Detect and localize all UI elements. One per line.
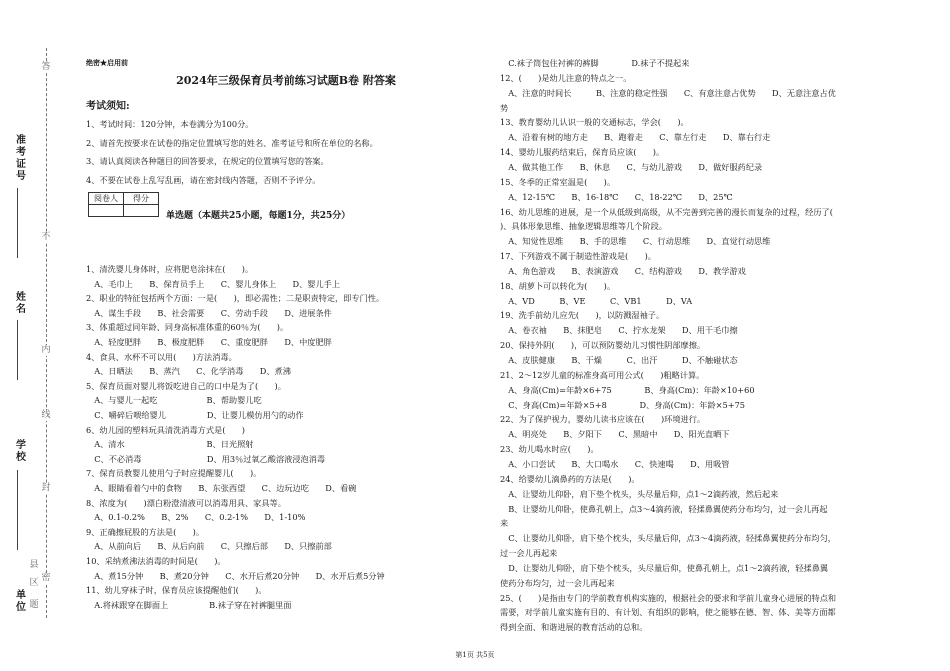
answer-option-line: A、与婴儿一起吃 B、帮助婴儿吃	[86, 395, 262, 406]
question-line: 12、( )是幼儿注意的特点之一。	[500, 72, 632, 83]
question-line: 2、职业的特征包括两个方面：一是( )，即必需性；二是职责特定，即专门性。	[86, 293, 385, 304]
cut-mark-qu: 区	[29, 578, 39, 588]
cut-mark-xian2: 县	[29, 560, 39, 570]
cut-mark-nei: 内	[41, 345, 51, 355]
secret-tag: 绝密★启用前	[86, 58, 128, 67]
unit-label: 单位	[16, 590, 26, 613]
cut-mark-xian: 线	[41, 410, 51, 420]
question-line: 过一会儿再起来	[500, 548, 558, 559]
question-line: 势	[500, 102, 509, 113]
seal-line	[46, 48, 47, 618]
answer-option-line: A、明亮处 B、夕阳下 C、黑暗中 D、阳光直晒下	[500, 429, 730, 440]
answer-option-line: A、知觉性思维 B、手的思维 C、行动思维 D、直觉行动思维	[500, 236, 771, 247]
answer-option-line: A.将袜跟穿在脚面上 B.袜子穿在衬裤腿里面	[86, 599, 292, 610]
question-line: 15、冬季的正常室温是( )。	[500, 176, 616, 187]
binding-margin	[0, 0, 72, 671]
answer-option-line: A、清水 B、日光照射	[86, 439, 254, 450]
answer-option-line: A、沿着有树的地方走 B、跑着走 C、靠左行走 D、靠右行走	[500, 132, 771, 143]
score-cell	[124, 205, 159, 217]
question-line: 9、正确擦屁股的方法是( )。	[86, 526, 205, 537]
question-line: 16、幼儿思维的进展，是一个从低级到高级，从不完善到完善的漫长而复杂的过程，经历了(	[500, 206, 850, 217]
question-line: 10、采纳煮沸法消毒的时间是( )。	[86, 556, 226, 566]
answer-option-line: A、VD B、VE C、VB1 D、VA	[500, 295, 693, 306]
section-heading: 单选题（本题共25小题，每题1分，共25分）	[166, 211, 351, 221]
question-line: 23、幼儿喝水时应( )。	[500, 444, 599, 455]
grader-cell	[89, 205, 124, 217]
answer-option-line: A、身高(Cm)=年龄×6+75 B、身高(Cm)：年龄×10+60	[500, 384, 755, 395]
score-header: 得分	[124, 193, 159, 205]
cut-mark-da: 答	[41, 62, 51, 72]
answer-option-line: A、让婴幼儿仰卧，肩下垫个枕头，头尽量后仰，点1～2滴药液，然后起来	[500, 488, 779, 499]
answer-option-line: B、让婴幼儿仰卧，使鼻孔朝上，点3～4滴药液，轻揉鼻翼使药分布均匀，过一会儿再起	[500, 503, 828, 514]
answer-option-line: A、皮肤健康 B、干燥 C、出汗 D、不触碰状态	[500, 355, 738, 365]
notice-item: 2、请首先按要求在试卷的指定位置填写您的姓名、准考证号和所在单位的名称。	[86, 138, 378, 148]
page-title: 2024年三级保育员考前练习试题B卷 附答案	[176, 74, 396, 87]
score-table	[88, 192, 159, 217]
question-line: 18、胡萝卜可以转化为( )。	[500, 280, 616, 291]
answer-option-line: A、0.1-0.2% B、2% C、0.2-1% D、1-10%	[86, 512, 306, 523]
answer-option-line: A、12-15℃ B、16-18℃ C、18-22℃ D、25℃	[500, 191, 733, 202]
question-line: 24、给婴幼儿滴鼻药的方法是( )。	[500, 473, 640, 484]
cut-mark-bu: 不	[41, 232, 51, 242]
question-line: 25、( )是指由专门的学前教育机构实施的，根据社会的要求和学前儿童身心进展的特点和	[500, 592, 837, 603]
question-line: 20、保持外阴( )，可以预防婴幼儿习惯性阴部摩擦。	[500, 340, 706, 351]
question-line: 3、体重超过同年龄、同身高标准体重的60％为( )。	[86, 322, 289, 333]
answer-option-line: A、小口尝试 B、大口喝水 C、快速喝 D、用吸管	[500, 458, 730, 469]
notice-title: 考试须知:	[86, 101, 130, 112]
school-field	[17, 470, 18, 550]
answer-option-line: C.袜子筒包住衬裤的裤脚 D.袜子不提起来	[500, 58, 690, 68]
answer-option-line: C、嚼碎后喂给婴儿 D、让婴儿模仿用勺的动作	[86, 410, 304, 420]
page-number: 第1页 共5页	[455, 651, 495, 659]
notice-item: 4、不要在试卷上乱写乱画，请在密封线内答题，否则不予评分。	[86, 175, 321, 185]
answer-option-line: C、不必消毒 D、用3％过氧乙酸溶液浸泡消毒	[86, 453, 326, 464]
question-line: 7、保育员教婴儿使用勺子时应提醒婴儿( )。	[86, 468, 262, 479]
answer-option-line: D、让婴幼儿仰卧，肩下垫个枕头，头尽量后仰，使鼻孔朝上，点1～2滴药液，轻揉鼻翼	[500, 562, 829, 573]
question-line: 得到全面、和谐进展的教育活动的总和。	[500, 622, 648, 633]
question-line: 14、婴幼儿服药结束后，保育员应该( )。	[500, 147, 665, 158]
question-line: 6、幼儿园的塑料玩具清洗消毒方式是( )	[86, 424, 245, 435]
notice-item: 3、请认真阅读各种题目的回答要求，在规定的位置填写您的答案。	[86, 156, 329, 166]
notice-item: 1、考试时间：120分钟，本卷满分为100分。	[86, 119, 254, 129]
grader-header: 阅卷人	[89, 193, 124, 205]
answer-option-line: A、日晒法 B、蒸汽 C、化学消毒 D、煮沸	[86, 366, 291, 377]
question-line: 22、为了保护视力，婴幼儿读书应该在( )环境进行。	[500, 414, 706, 425]
answer-option-line: A、注意的时间长 B、注意的稳定性强 C、有意注意占优势 D、无意注意占优	[500, 87, 836, 98]
question-line: 11、幼儿穿袜子时，保育员应该提醒他们( )。	[86, 585, 267, 596]
answer-option-line: A、谋生手段 B、社会需要 C、劳动手段 D、进展条件	[86, 307, 332, 318]
answer-option-line: A、煮15分钟 B、煮20分钟 C、水开后煮20分钟 D、水开后煮5分钟	[86, 570, 385, 581]
answer-option-line: A、做其他工作 B、休息 C、与幼儿游戏 D、做好服药纪录	[500, 161, 763, 172]
question-line: )、具体形象思维、抽象逻辑思维等几个阶段。	[500, 221, 667, 232]
question-line: 5、保育员面对婴儿将饭吃进自己的口中是为了( )。	[86, 380, 286, 391]
name-label: 姓名	[16, 292, 26, 315]
question-line: 17、下列游戏不属于制造性游戏是( )。	[500, 251, 656, 262]
school-label: 学校	[16, 440, 26, 463]
question-line: 1、清洗婴儿身体时，应将肥皂涂抹在( )。	[86, 264, 254, 274]
answer-option-line: A、卷衣袖 B、抹肥皂 C、拧水龙架 D、用干毛巾擦	[500, 325, 738, 336]
answer-option-line: A、眼睛看着勺中的食物 B、东张西望 C、边玩边吃 D、看碗	[86, 483, 357, 493]
cut-mark-mi: 密	[41, 573, 51, 583]
answer-option-line: A、毛巾上 B、保育员手上 C、婴儿身体上 D、婴儿手上	[86, 278, 341, 289]
question-line: 8、浓度为( )漂白粉澄清液可以消毒用具、家具等。	[86, 497, 286, 508]
question-line: 需要，对学前儿童实施有目的、有计划、有组织的影响，使之能够在德、智、体、美等方面都	[500, 607, 836, 618]
answer-option-line: C、让婴幼儿仰卧，肩下垫个枕头，头尽量后仰，点3～4滴药液，轻揉鼻翼使药分布均匀，	[500, 533, 836, 544]
answer-option-line: A、从前向后 B、从后向前 C、只擦后部 D、只擦前部	[86, 541, 332, 552]
answer-option-line: A、轻度肥胖 B、极度肥胖 C、重度肥胖 D、中度肥胖	[86, 337, 332, 347]
question-line: 4、食具、水杯不可以用( )方法消毒。	[86, 351, 237, 362]
question-line: 19、洗手前幼儿应先( )，以防溅湿袖子。	[500, 310, 665, 321]
question-line: 21、2～12岁儿童的标准身高可用公式( )粗略计算。	[500, 369, 705, 380]
admission-number-label: 准考证号	[16, 135, 26, 182]
question-line: 使药分布均匀，过一会儿再起来	[500, 577, 615, 588]
question-line: 来	[500, 518, 509, 529]
question-line: 13、教育婴幼儿认识一般的交通标志，学会( )。	[500, 117, 689, 128]
name-field	[17, 320, 18, 380]
answer-option-line: C、身高(Cm)=年龄×5+8 D、身高(Cm)：年龄×5+75	[500, 399, 746, 410]
answer-option-line: A、角色游戏 B、表演游戏 C、结构游戏 D、教学游戏	[500, 265, 746, 276]
cut-mark-feng: 封	[41, 483, 51, 493]
cut-mark-ti: 题	[29, 600, 39, 610]
admission-number-field	[17, 188, 18, 258]
